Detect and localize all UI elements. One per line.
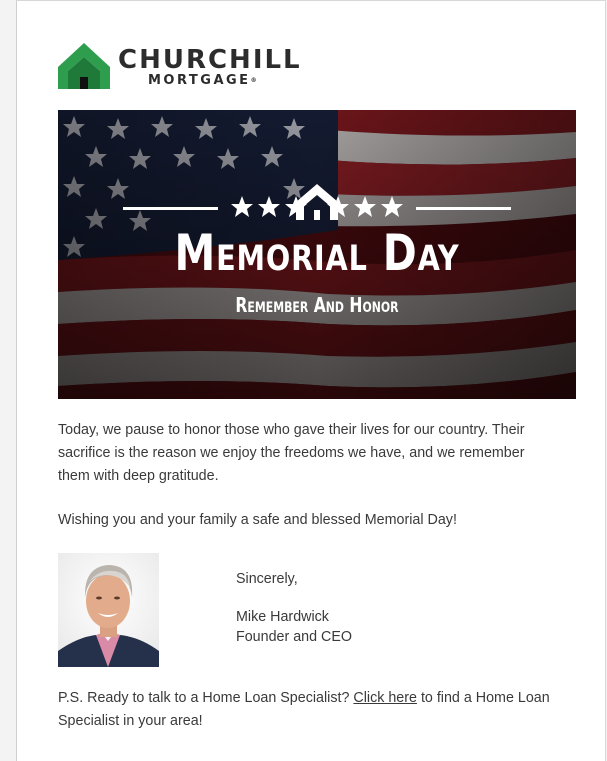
ps-suffix: to find a Home Loan Specialist in your area! [58, 690, 550, 729]
logo-sub-text: MORTGAGE® [148, 73, 257, 88]
ps-paragraph [58, 687, 578, 733]
email-body [16, 0, 606, 761]
click-here-link[interactable]: Click here [353, 690, 417, 706]
banner-subtitle: Remember And Honor [235, 293, 399, 317]
house-logo-icon [58, 43, 110, 89]
signature-name: Mike Hardwick [236, 609, 329, 625]
ceo-headshot [58, 553, 159, 667]
banner-title: Memorial Day [174, 224, 460, 282]
signature-block [236, 569, 352, 647]
wishes-paragraph: Wishing you and your family a safe and blessed Memorial Day! [58, 512, 457, 528]
signature-closing: Sincerely, [236, 571, 298, 587]
ps-prefix: P.S. Ready to talk to a Home Loan Specialist? [58, 690, 350, 706]
message-paragraph: Today, we pause to honor those who gave their lives for our country. Their sacrifice is the reason we enjoy the freedoms we have, and we remember them with deep gratitude. [58, 422, 525, 484]
memorial-day-banner[interactable] [58, 110, 576, 399]
signature-title: Founder and CEO [236, 629, 353, 645]
churchill-mortgage-logo[interactable] [58, 43, 302, 91]
logo-brand-text: CHURCHILL [118, 45, 302, 75]
